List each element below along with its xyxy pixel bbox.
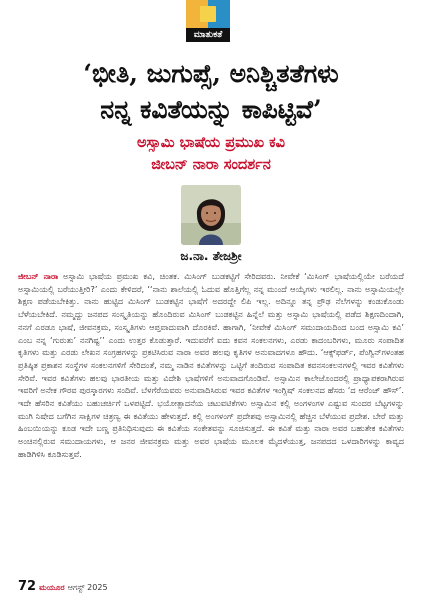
subtitle-line-2: ಜೀಬನ್ ನಾರಾ ಸಂದರ್ಶನ xyxy=(151,157,271,173)
subtitle-line-1: ಅಸ್ಸಾಮಿ ಭಾಷೆಯ ಪ್ರಮುಖ ಕವಿ xyxy=(136,135,286,151)
headline-line-1: ‘ಭೀತಿ, ಜುಗುಪ್ಸೆ, ಅನಿಶ್ಚಿತತೆಗಳು xyxy=(83,59,339,88)
section-logo xyxy=(186,0,230,28)
author-photo xyxy=(181,185,241,245)
article-text: ಅಸ್ಸಾಮಿ ಭಾಷೆಯ ಪ್ರಮುಖ ಕವಿ, ಚಿಂತಕ. ಮಿಸಿಂಗ್ ಬುಡಕಟ್ಟಿಗೆ ಸೇರಿದವರು. ನೀವೇಕೆ ‘ಮಿಸಿಂಗ್ ಭಾಷೆಯಲ್ಲಿಯೇ ಬರೆಯದೆ ಅಸ್ಸಾಮಿಯಲ್ಲಿ ಬರೆಯುತ್ತೀರಿ?’ ಎಂದು ಕೇಳಿದರೆ, ‘‘ನಾನು ಶಾಲೆಯಲ್ಲಿ ಓದುವ ಹೊತ್ತಿಗೆಲ್ಲ ನನ್ನ ಮುಂದೆ ಆಯ್ಕೆಗಳು ಇರಲಿಲ್ಲ. ನಾನು ಅಸ್ಸಾಮಿಯಲ್ಲೇ ಶಿಕ್ಷಣ ಪಡೆಯಬೇಕಿತ್ತು. ನಾನು ಹುಟ್ಟಿದ ಮಿಸಿಂಗ್ ಬುಡಕಟ್ಟಿನ ಭಾಷೆಗೆ ಅದರದ್ದೇ ಲಿಪಿ ಇಲ್ಲ. ಅದಿನ್ನೂ ತನ್ನ ಪ್ರೌಢ ನೆಲೆಗಳನ್ನು ಕಂಡುಕೊಂಡು ಬೆಳೆಯಬೇಕಿದೆ. ನಮ್ಮದ್ದು ಜನಪದ ಸಂಸ್ಕೃತಿಯನ್ನು ಹೊಂದಿರುವ ಮಿಸಿಂಗ್ ಬುಡಕಟ್ಟಿನ ಹಿನ್ನೆಲೆ ಮತ್ತು ಅಸ್ಸಾಮಿ ಭಾಷೆಯಲ್ಲಿ ಪಡೆದ ಶಿಕ್ಷಣದಿಂದಾಗಿ, ನನಗೆ ಎರಡೂ ಭಾಷೆ, ಜೀವನಕ್ರಮ, ಸಂಸ್ಕೃತಿಗಳು ಆಪ್ತವಾದುವಾಗಿ ದೊರಕಿವೆ. ಹಾಗಾಗಿ, ‘ನೀವೇಕೆ ಮಿಸಿಂಗ್ ಸಮುದಾಯದಿಂದ ಬಂದ ಅಸ್ಸಾಮಿ ಕವಿ’ ಎಂಬ ನನ್ನ ‘ಗುರುತು’ ನನಗಿಷ್ಟ’’ ಎಂದು ಉತ್ತರ ಕೊಡುತ್ತಾರೆ. ಇದುವರೆಗೆ ಐದು ಕವನ ಸಂಕಲನಗಳು, ಎರಡು ಕಾದಂಬರಿಗಳು, ಮೂರು ಸಂಪಾದಿತ ಕೃತಿಗಳು ಮತ್ತು ಎರಡು ಲೇಖನ ಸಂಗ್ರಹಗಳನ್ನು ಪ್ರಕಟಿಸಿರುವ ನಾರಾ ಅವರ ಹಲವು ಕೃತಿಗಳ ಅನುವಾದಗಳೂ ಹೌದು. ‘ಆಕ್ಸ್‌ಫರ್ಡ್, ಪೆಂಗ್ವಿನ್‌ಗಳಂತಹ ಪ್ರತಿಷ್ಠಿತ ಪ್ರಕಾಶನ ಸಂಸ್ಥೆಗಳ ಸಂಕಲನಗಳಿಗೆ ಸೇರಿದಂತೆ, ನಮ್ಮ ನಾಡಿನ ಕವಿತೆಗಳನ್ನು ಒಟ್ಟಿಗೆ ತಂದಿರುವ ಸಂಪಾದಿತ ಕವನಸಂಕಲನಗಳಲ್ಲಿ ಇವರ ಕವಿತೆಗಳು ಸೇರಿವೆ. ಇವರ ಕವಿತೆಗಳು ಹಲವು ಭಾರತೀಯ ಮತ್ತು ವಿದೇಶಿ ಭಾಷೆಗಳಿಗೆ ಅನುವಾದಗೊಂಡಿವೆ. ಅಸ್ಸಾಮಿನ ಕಾಲೇಜೊಂದರಲ್ಲಿ ಪ್ರಾಧ್ಯಾಪಕರಾಗಿರುವ ಇವರಿಗೆ ಅನೇಕ ಗೌರವ ಪುರಸ್ಕಾರಗಳು ಸಂದಿವೆ. ಬೆಳಗೆರೆಯವರು ಅನುವಾದಿಸಿರುವ ಇವರ ಕವಿತೆಗಳ ಇಂಗ್ಲಿಷ್ ಸಂಕಲನದ ಹೆಸರು ‘ದ ಆರೆಂಜ್ ಹೌಸ್’. ಇದೇ ಹೆಸರಿನ ಕವಿತೆಯು ಬಹುಚರ್ಚಿಗೆ ಒಳಪಟ್ಟಿದೆ. ಭಯೋತ್ಪಾದನೆಯ ಚಟುವಟಿಕೆಗಳು ಅಸ್ಸಾಮಿನ ಕಲ್ಲಿ ಅಂಗಳಂಗಳ ಎಷ್ಟುವ ಸುಂದರ ಬೆಟ್ಟಗಳನ್ನು ಮುಗಿ ನಿಷೇದ ಬಗೆಗಿನ ಸಾಕ್ಷಿಗಳ ಚಿತ್ರಣ್ವ ಈ ಕವಿತೆಯು ಹೇಳುತ್ತದೆ. ಕಲ್ಲಿ ಅಂಗಳಂಗ್ ಪ್ರದೇಶವು ಅಸ್ಸಾಮಿನಲ್ಲಿ ಹೆಚ್ಚಿನ ಬೆಳೆಯುವ ಪ್ರದೇಶ. ಬೇರೆ ಮತ್ತು ಹಿಂಬಯಿಯನ್ನು ಕೂಡ ಇದೇ ಬಣ್ಣ ಪ್ರತಿನಿಧಿಸುವುದು ಈ ಕವಿತೆಯ ಸಂಕೇತವನ್ನು ಸೂಚಿಸುತ್ತದೆ. ಈ ಕವಿತೆ ಮತ್ತು ನಾರಾ ಅವರ ಬಹುತೇಕ ಕವಿತೆಗಳು ಅಂಚಿನಲ್ಲಿರುವ ಸಮುದಾಯಗಳು, ಆ ಜನರ ಜೀವನಕ್ರಮ ಮತ್ತು ಅವರ ಭಾಷೆಯ ಮೂಲಕ ಮೈದಳೆಯುತ್ತ, ಜನಪದದ ಒಳದಾರಿಗಳನ್ನು ಕಾವ್ಯದ ಹಾಡಿಗಿಳಿಸಿ ಕೂಡಿಸುತ್ತವೆ. xyxy=(18,271,404,459)
byline-author: ಜ.ನಾ. ತೇಜಶ್ರೀ xyxy=(180,249,242,263)
page-number: 72 xyxy=(18,579,37,594)
article-lead-name: ಜೀಬನ್ ನಾರಾ xyxy=(18,271,59,281)
page-footer xyxy=(18,579,108,593)
magazine-name: ಮಯೂರ xyxy=(39,583,65,592)
issue-date: ಆಗಸ್ಟ್ 2025 xyxy=(67,583,108,592)
subtitle xyxy=(0,132,422,176)
article-body xyxy=(18,270,404,461)
portrait-image xyxy=(181,185,241,245)
headline xyxy=(18,56,404,128)
headline-line-2: ನನ್ನ ಕವಿತೆಯನ್ನು ಕಾಪಿಟ್ಟಿವೆ’ xyxy=(100,95,322,124)
section-label: ಮಾತುಕತೆ xyxy=(186,28,230,42)
